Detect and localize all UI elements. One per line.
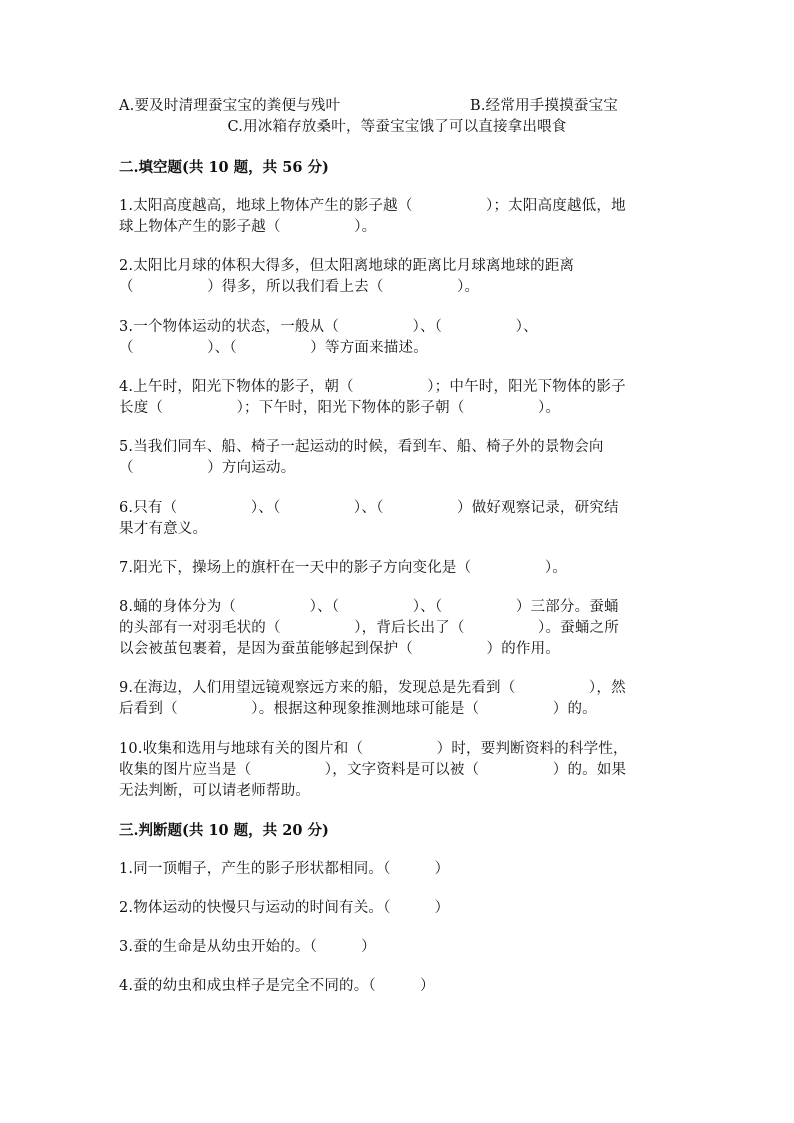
fill-q9-line2: 后看到（ ）。根据这种现象推测地球可能是（ ）的。: [119, 701, 597, 717]
fill-q7-line1: 7.阳光下，操场上的旗杆在一天中的影子方向变化是（ ）。: [119, 560, 567, 576]
fill-q6-line2: 果才有意义。: [119, 521, 208, 537]
judge-q3: 3.蚕的生命是从幼虫开始的。（ ）: [119, 939, 376, 955]
fill-q4-line1: 4.上午时，阳光下物体的影子，朝（ ）；中午时，阳光下物体的影子: [119, 379, 626, 395]
section-fill-heading: 二.填空题(共 10 题，共 56 分): [119, 159, 329, 176]
option-b: B.经常用手摸摸蚕宝宝: [470, 98, 618, 114]
fill-q2-line1: 2.太阳比月球的体积大得多，但太阳离地球的距离比月球离地球的距离: [119, 258, 575, 274]
option-a: A.要及时清理蚕宝宝的粪便与残叶: [119, 98, 341, 114]
fill-q1-line2: 球上物体产生的影子越（ ）。: [119, 219, 377, 235]
fill-q10-line2: 收集的图片应当是（ ），文字资料是可以被（ ）的。如果: [119, 762, 627, 778]
fill-q4-line2: 长度（ ）；下午时，阳光下物体的影子朝（ ）。: [119, 400, 561, 416]
judge-q2: 2.物体运动的快慢只与运动的时间有关。（ ）: [119, 900, 450, 916]
option-c: C.用冰箱存放桑叶，等蚕宝宝饿了可以直接拿出喂食: [227, 119, 567, 135]
fill-q10-line3: 无法判断，可以请老师帮助。: [119, 783, 311, 799]
judge-q4: 4.蚕的幼虫和成虫样子是完全不同的。（ ）: [119, 978, 435, 994]
fill-q5-line2: （ ）方向运动。: [119, 460, 296, 476]
fill-q1-line1: 1.太阳高度越高，地球上物体产生的影子越（ ）；太阳高度越低，地: [119, 198, 626, 214]
fill-q5-line1: 5.当我们同车、船、椅子一起运动的时候，看到车、船、椅子外的景物会向: [119, 439, 604, 455]
judge-q1: 1.同一顶帽子，产生的影子形状都相同。（ ）: [119, 861, 450, 877]
fill-q8-line1: 8.蛹的身体分为（ ）、（ ）、（ ）三部分。蚕蛹: [119, 599, 619, 615]
fill-q3-line2: （ ）、（ ）等方面来描述。: [119, 340, 428, 356]
fill-q8-line3: 以会被茧包裹着，是因为蚕茧能够起到保护（ ）的作用。: [119, 641, 560, 657]
fill-q6-line1: 6.只有（ ）、（ ）、（ ）做好观察记录，研究结: [119, 500, 619, 516]
fill-q9-line1: 9.在海边，人们用望远镜观察远方来的船，发现总是先看到（ ），然: [119, 680, 626, 696]
fill-q10-line1: 10.收集和选用与地球有关的图片和（ ）时，要判断资料的科学性，: [119, 741, 628, 757]
fill-q2-line2: （ ）得多，所以我们看上去（ ）。: [119, 279, 480, 295]
section-judge-heading: 三.判断题(共 10 题，共 20 分): [119, 822, 329, 839]
fill-q3-line1: 3.一个物体运动的状态，一般从（ ）、（ ）、: [119, 319, 538, 335]
fill-q8-line2: 的头部有一对羽毛状的（ ），背后长出了（ ）。蚕蛹之所: [119, 620, 619, 636]
